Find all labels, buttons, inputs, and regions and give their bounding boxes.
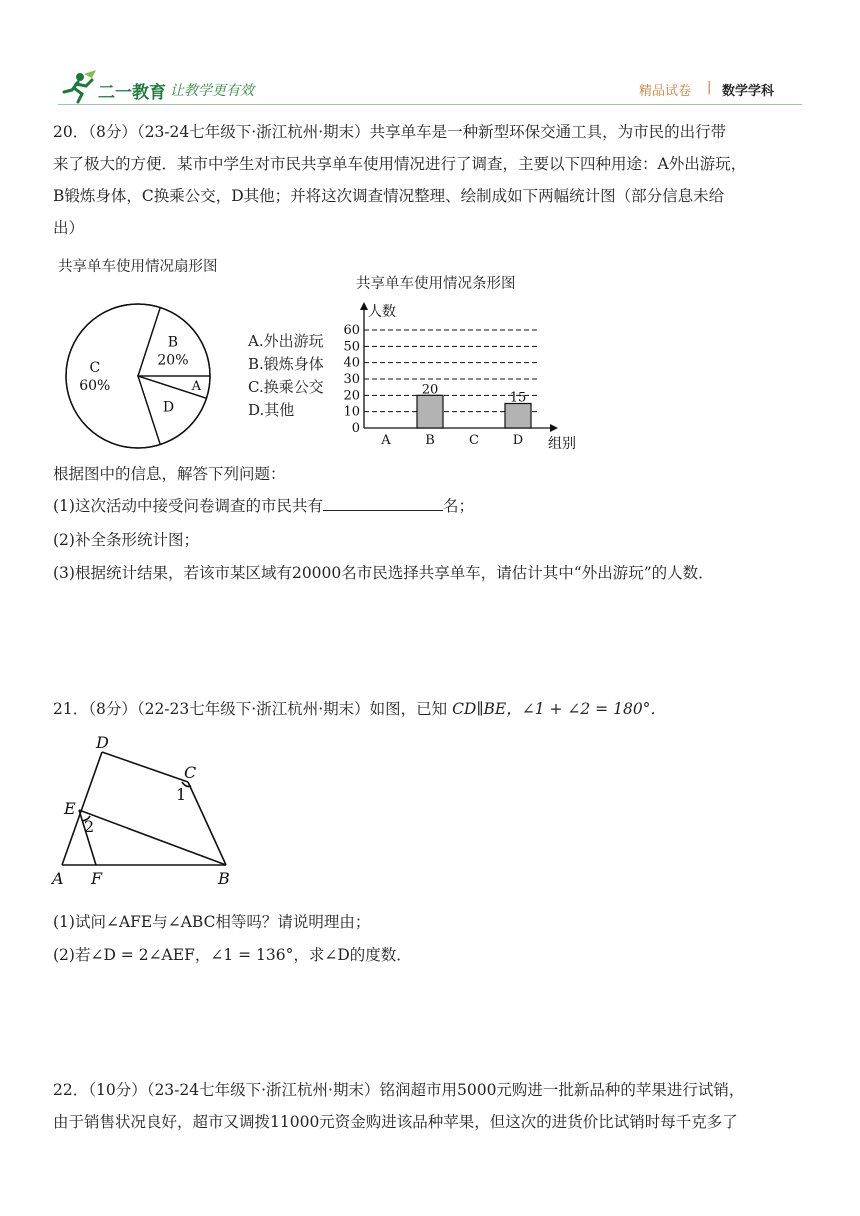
legend-item-d: D.其他	[248, 401, 295, 419]
q20-sub2: (2)补全条形统计图；	[53, 531, 199, 549]
label-angle-2: 2	[84, 817, 95, 836]
pie-label-c: C	[89, 360, 101, 376]
x-tick-label-a: A	[381, 433, 391, 448]
legend-item-b: B.锻炼身体	[248, 355, 324, 373]
bar-b	[417, 395, 443, 428]
q20-line-1: 20．（8分）（23-24七年级下·浙江杭州·期末）共享单车是一种新型环保交通工具，为市民的出行带	[53, 123, 727, 141]
q22-line-1: 22．（10分）（23-24七年级下·浙江杭州·期末）铭润超市用5000元购进一批新品种的苹果进行试销，	[53, 1081, 745, 1099]
segment-dc	[102, 752, 188, 782]
q20-intro: 根据图中的信息，解答下列问题：	[53, 465, 286, 483]
pie-label-b: B	[167, 334, 179, 351]
label-f: F	[91, 869, 103, 888]
y-tick-label-60: 60	[343, 323, 360, 338]
pie-chart	[62, 300, 222, 454]
geometry-figure	[48, 730, 248, 890]
header-rule	[58, 104, 802, 105]
bar-value-label-b: 20	[421, 382, 439, 398]
label-e: E	[64, 799, 76, 818]
q22-line-2: 由于销售状况良好，超市又调拨11000元资金购进该品种苹果，但这次的进货价比试销时每千克多了	[53, 1113, 738, 1131]
q20-line-3: B锻炼身体，C换乘公交，D其他；并将这次调查情况整理、绘制成如下两幅统计图（部分信息未给	[53, 187, 725, 205]
q20-sub3: (3)根据统计结果，若该市某区域有20000名市民选择共享单车，请估计其中“外出游玩”的人数．	[53, 564, 714, 582]
bar-legend	[248, 330, 324, 422]
x-tick-label-c: C	[469, 433, 479, 448]
q20-sub1	[53, 494, 474, 516]
q21-sub1: (1)试问∠AFE与∠ABC相等吗？请说明理由；	[53, 913, 371, 931]
q20-line-2: 来了极大的方便．某市中学生对市民共享单车使用情况进行了调查，主要以下四种用途：A外出游玩，	[53, 155, 747, 173]
legend-item-c: C.换乘公交	[248, 378, 324, 396]
y-tick-label-0: 0	[351, 421, 360, 436]
bar-value-label-d: 15	[509, 390, 527, 406]
y-tick-label-50: 50	[343, 339, 360, 355]
bar-chart	[340, 298, 600, 454]
x-axis-label: 组别	[548, 436, 576, 452]
pie-chart-title: 共享单车使用情况扇形图	[58, 259, 218, 275]
q20-sub1-post: 名；	[442, 497, 474, 515]
x-tick-label-d: D	[512, 433, 524, 448]
header-subject: 数学学科	[722, 84, 775, 99]
y-tick-label-30: 30	[343, 372, 360, 387]
logo-runner-icon	[58, 70, 98, 104]
q20-line-4: 出）	[53, 219, 85, 237]
y-axis-arrow	[360, 302, 368, 310]
logo-text: 二一教育	[98, 83, 166, 103]
y-tick-label-10: 10	[343, 404, 360, 420]
q21-line1-math: CD∥BE，∠1 + ∠2 = 180°．	[452, 700, 666, 718]
q21-line1-pre: 21．（8分）（22-23七年级下·浙江杭州·期末）如图，已知	[53, 700, 448, 718]
label-c: C	[184, 763, 197, 782]
y-tick-label-20: 20	[343, 388, 360, 404]
label-b: B	[218, 869, 230, 888]
q21-line-1	[53, 697, 666, 719]
logo-slogan: 让教学更有效	[170, 83, 254, 99]
answer-blank[interactable]	[323, 496, 443, 511]
pie-percent-c: 60%	[79, 378, 111, 394]
header-tag: 精品试卷	[639, 84, 692, 99]
label-a: A	[52, 869, 64, 888]
x-tick-label-b: B	[425, 433, 435, 448]
legend-item-a: A.外出游玩	[248, 332, 324, 350]
pie-percent-b: 20%	[157, 352, 189, 369]
pie-label-d: D	[162, 399, 175, 416]
bar-chart-title: 共享单车使用情况条形图	[356, 276, 516, 292]
header-separator: |	[707, 80, 712, 95]
q21-sub2: (2)若∠D = 2∠AEF，∠1 = 136°，求∠D的度数．	[53, 946, 412, 964]
y-tick-label-40: 40	[343, 355, 360, 371]
pie-label-a: A	[191, 379, 202, 395]
y-axis-label: 人数	[368, 304, 396, 320]
label-angle-1: 1	[176, 785, 187, 804]
bar-d	[505, 404, 531, 429]
x-axis-arrow	[550, 424, 558, 432]
q20-sub1-pre: (1)这次活动中接受问卷调查的市民共有	[53, 497, 323, 515]
label-d: D	[96, 733, 109, 752]
